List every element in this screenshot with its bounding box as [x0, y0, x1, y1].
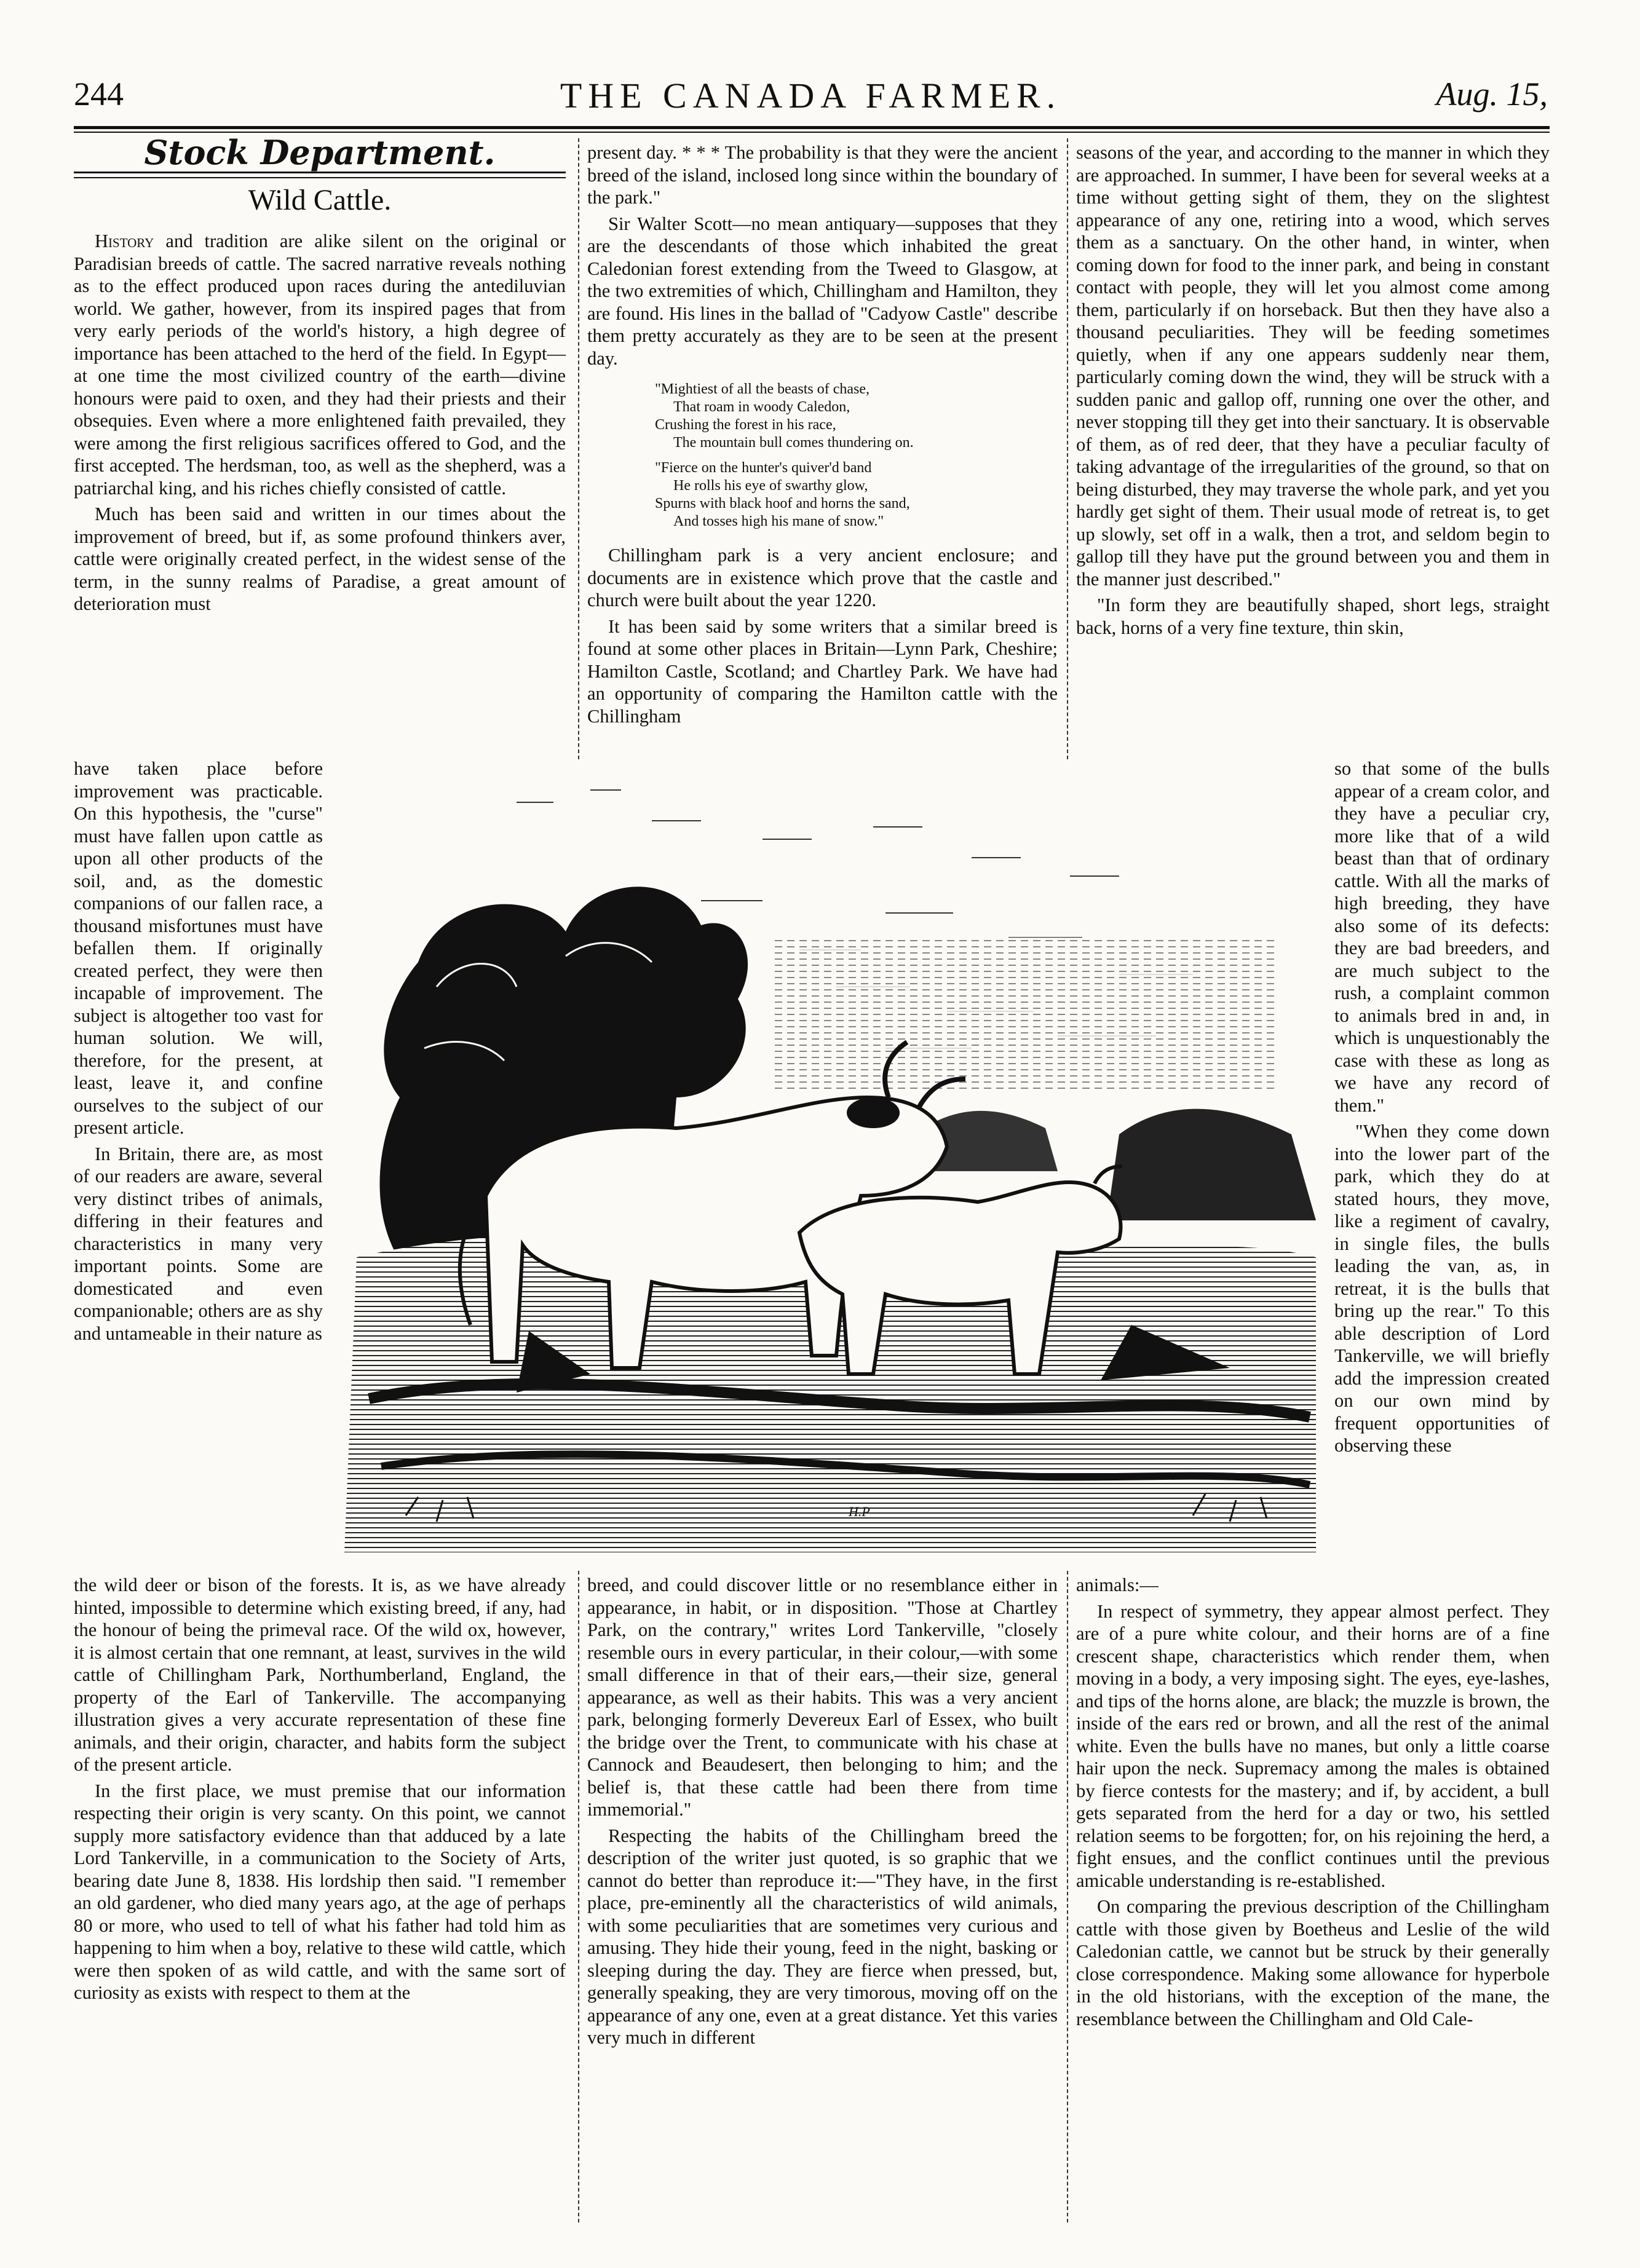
paragraph: animals:—	[1076, 1575, 1159, 1595]
column-2-top	[587, 141, 1058, 731]
paragraph: Respecting the habits of the Chillingham breed the description of the writer just quoted, is so graphic that we cannot do better than reproduce it:—"They have, in the first place, pre-eminently all the characteristics of wild animals, with some peculiarities that are sometimes very curious and amusing. They hide their young, feed in the night, basking or sleeping during the day. They are fierce when pressed, but, generally speaking, they are very timorous, moving off on the appearance of any one, even at a great distance. Yet this varies very much in different	[587, 1825, 1058, 2048]
column-1-bottom	[74, 1574, 566, 2008]
wild-cattle-illustration	[332, 753, 1328, 1565]
column-separator	[1067, 138, 1068, 759]
column-3-narrow	[1334, 757, 1550, 1461]
paragraph: "In form they are beautifully shaped, short legs, straight back, horns of a very fine texture, thin skin,	[1076, 595, 1550, 638]
column-3-bottom	[1076, 1574, 1550, 2034]
poem-verse: "Mightiest of all the beasts of chase, That roam in woody Caledon, Crushing the forest in his race, The mountain bull comes thundering on. "Fierce on the hunter's quiver'd band He rolls his eye of swarthy glow, Spurns with black hoof and horns the sand, And tosses high his mane of snow."	[655, 381, 914, 529]
newspaper-title: THE CANADA FARMER.	[560, 76, 1062, 116]
page-number: 244	[74, 76, 124, 113]
column-separator	[578, 138, 579, 759]
paragraph: so that some of the bulls appear of a cream color, and they have a peculiar cry, more like that of a wild beast than that of ordinary cattle. With all the marks of high breeding, they have also some of its defects: they are bad breeders, and are much subject to the rush, a complaint common to animals bred in and, in which is unquestionably the case with these as long as we have any record of them."	[1334, 758, 1550, 1116]
article-title: Wild Cattle.	[248, 183, 392, 216]
department-heading: Stock Department.	[144, 133, 496, 172]
paragraph: have taken place before improvement was practicable. On this hypothesis, the "curse" must have fallen upon cattle as upon all other products of the soil, and, as the domestic companions of our fallen race, a thousand misfortunes must have befallen them. If originally created perfect, they were then incapable of improvement. The subject is altogether too vast for human solution. We will, therefore, for the present, at least, leave it, and confine ourselves to the subject of our present article.	[74, 758, 323, 1138]
paragraph: Chillingham park is a very ancient enclosure; and documents are in existence which prove that the castle and church were built about the year 1220.	[587, 545, 1058, 610]
column-separator	[1067, 1571, 1068, 2223]
paragraph: seasons of the year, and according to the manner in which they are approached. In summer, I have been for several weeks at a time without getting sight of them, they on the slightest appearance of any one, retiring into a wood, which serves them as a sanctuary. On the other hand, in winter, when coming down for food to the inner park, and being in constant contact with people, they will let you almost come among them, particularly if on horseback. But then they have also a thousand peculiarities. They will be feeding sometimes quietly, when if any one appears suddenly near them, particularly coming down the wind, they will be struck with a sudden panic and gallop off, running one over the other, and never stopping till they get into their sanctuary. It is observable of them, as of red deer, that they have a peculiar faculty of taking advantage of the irregularities of the ground, so that on being disturbed, they may traverse the whole park, and yet you hardly get sight of them. Their usual mode of retreat is, to get up slowly, set off in a walk, then a trot, and seldom begin to gallop till they have put the ground between you and them in the manner just described."	[1076, 142, 1550, 590]
paragraph: breed, and could discover little or no resemblance either in appearance, in habit, or in disposition. "Those at Chartley Park, on the contrary," writes Lord Tankerville, "closely resemble ours in every particular, in their colour,—with some small difference in that of their ears,—their size, general appearance, as well as their habits. This was a very ancient park, belonging formerly Devereux Earl of Essex, who built the bridge over the Trent, to communicate with his chase at Cannock and Beaudesert, then belonging to him; and the belief is, that these cattle had been there from time immemorial."	[587, 1575, 1058, 1820]
paragraph: "When they come down into the lower part of the park, which they do at stated hours, they move, like a regiment of cavalry, in single files, the bulls leading the van, as, in retreat, it is the bulls that bring up the rear." To this able description of Lord Tankerville, we will briefly add the impression created on our own mind by frequent opportunities of observing these	[1334, 1121, 1550, 1456]
issue-date: Aug. 15,	[1436, 76, 1548, 113]
column-2-bottom	[587, 1574, 1058, 2053]
paragraph: It has been said by some writers that a similar breed is found at some other places in Britain—Lynn Park, Cheshire; Hamilton Castle, Scotland; and Chartley Park. We have had an opportunity of comparing the Hamilton cattle with the Chillingham	[587, 615, 1058, 727]
page-header	[74, 75, 1548, 118]
paragraph: On comparing the previous description of the Chillingham cattle with those given by Boetheus and Leslie of the wild Caledonian cattle, we cannot but be struck by their generally close correspondence. Making some allowance for hyperbole in the old historians, with the exception of the mane, the resemblance between the Chillingham and Old Cale-	[1076, 1896, 1550, 2029]
dept-rule-thin	[74, 177, 566, 178]
paragraph: Much has been said and written in our times about the improvement of breed, but if, as some profound thinkers aver, cattle were originally created perfect, in the widest sense of the term, in the sunny realms of Paradise, a great amount of deterioration must	[74, 504, 566, 614]
column-3-top	[1076, 141, 1550, 642]
column-1-top	[74, 133, 566, 619]
paragraph: In Britain, there are, as most of our readers are aware, several very distinct tribes of animals, differing in their features and characteristics in many very important points. Some are domesticated and even companionable; others are as shy and untameable in their nature as	[74, 1143, 323, 1344]
paragraph: present day. * * * The probability is that they were the ancient breed of the island, inclosed long since within the boundary of the park."	[587, 142, 1058, 208]
column-1-narrow	[74, 757, 323, 1348]
paragraph: In the first place, we must premise that our information respecting their origin is very scanty. On this point, we cannot supply more satisfactory evidence than that adduced by a late Lord Tankerville, in a communication to the Society of Arts, bearing date June 8, 1838. His lordship then said. "I remember an old gardener, who died many years ago, at the age of perhaps 80 or more, who used to tell of what his father had told him as happening to him when a boy, relative to these wild cattle, which were then spoken of as wild cattle, and with the same sort of curiosity as exists with respect to them at the	[74, 1780, 566, 2003]
column-separator	[578, 1571, 579, 2223]
header-rule	[74, 126, 1550, 129]
paragraph: Sir Walter Scott—no mean antiquary—supposes that they are the descendants of those which inhabited the great Caledonian forest extending from the Tweed to Glasgow, at the two extremities of which, Chillingham and Hamilton, they are found. His lines in the ballad of "Cadyow Castle" describe them pretty accurately as they are to be seen at the present day.	[587, 213, 1058, 369]
paragraph: the wild deer or bison of the forests. It is, as we have already hinted, impossible to determine which existing breed, if any, had the honour of being the primeval race. Of the wild ox, however, it is almost certain that one remnant, at least, survives in the wild cattle of Chillingham Park, Northumberland, England, the property of the Earl of Tankerville. The accompanying illustration gives a very accurate representation of these fine animals, and their origin, character, and habits form the subject of the present article.	[74, 1575, 566, 1775]
paragraph: History and tradition are alike silent on the original or Paradisian breeds of cattle. The sacred narrative reveals nothing as to the effect produced upon races during the antediluvian world. We gather, however, from its inspired pages that from very early periods of the world's history, a high degree of importance has been attached to the herd of the field. In Egypt—at one time the most civilized country of the earth—divine honours were paid to oxen, and they had their priests and their obsequies. Even where a more enlightened faith prevailed, they were among the first religious sacrifices offered to God, and the first accepted. The herdsman, too, as well as the shepherd, was a patriarchal king, and his riches chiefly consisted of cattle.	[74, 231, 566, 499]
engraver-signature: H.P	[849, 1504, 870, 1519]
paragraph: In respect of symmetry, they appear almost perfect. They are of a pure white colour, and their horns are of a fine crescent shape, characteristics which render them, when moving in a body, a very imposing sight. The eyes, eye-lashes, and tips of the horns alone, are black; the muzzle is brown, the inside of the ears red or brown, and all the rest of the animal white. Even the bulls have no manes, but only a little coarse hair upon the neck. Supremacy among the males is obtained by fierce contests for the mastery; and if, by accident, a bull gets separated from the herd for a day or two, his settled relation seems to be forgotten; for, on his rejoining the herd, a fight ensues, and the conflict continues until the previous amicable understanding is re-established.	[1076, 1600, 1550, 1891]
